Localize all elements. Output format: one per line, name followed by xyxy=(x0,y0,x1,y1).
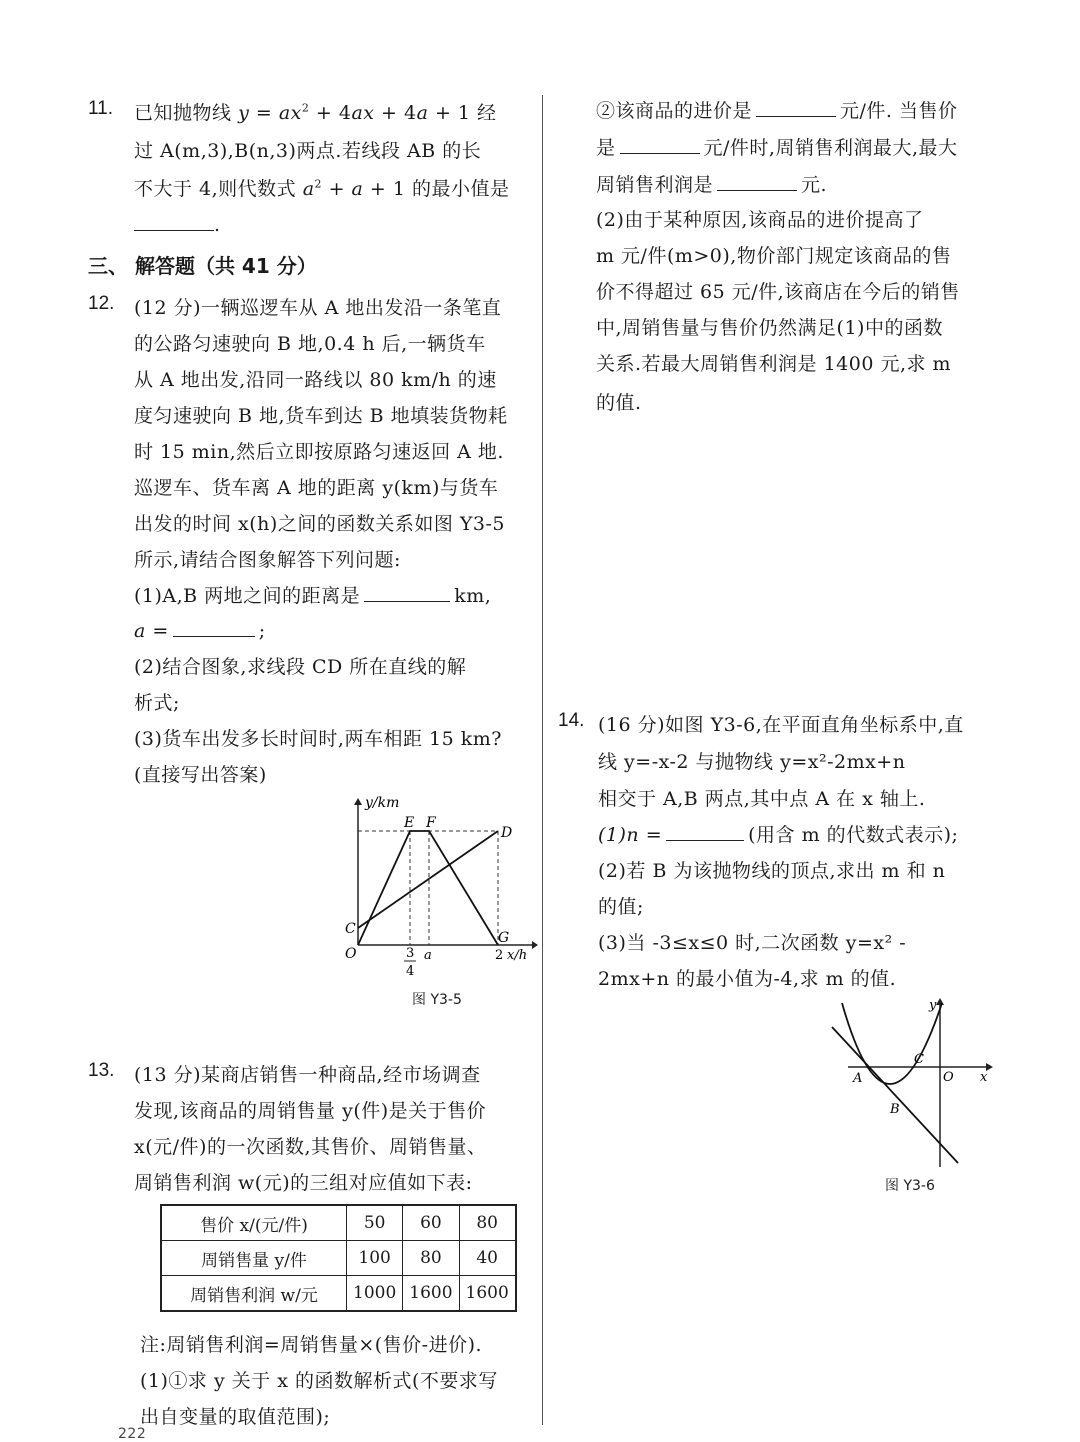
table-cell: 100 xyxy=(347,1241,403,1276)
q12-part-2b: 析式; xyxy=(134,692,180,714)
q13-line-2: 发现,该商品的周销售量 y(件)是关于售价 xyxy=(134,1100,487,1122)
table-row xyxy=(161,1276,516,1312)
q11-number: 11. xyxy=(88,98,114,119)
q13-part-1: (1)①求 y 关于 x 的函数解析式(不要求写 xyxy=(140,1370,498,1392)
q13-note: 注:周销售利润=周销售量×(售价-进价). xyxy=(140,1334,483,1356)
section-3-heading: 三、 解答题（共 41 分） xyxy=(88,254,317,278)
q13-part-1b: 出自变量的取值范围); xyxy=(140,1406,331,1428)
q12-line-2: 的公路匀速驶向 B 地,0.4 h 后,一辆货车 xyxy=(134,333,486,355)
q13-blank-cost[interactable] xyxy=(756,98,836,117)
patrol-path-cd xyxy=(358,831,498,928)
q14-part-3b: 2mx+n 的最小值为-4,求 m 的值. xyxy=(598,968,897,990)
q12-part-3: (3)货车出发多长时间时,两车相距 15 km? xyxy=(134,728,502,750)
q14-part-2b: 的值; xyxy=(598,896,644,918)
q14-line-2: 线 y=-x-2 与抛物线 y=x²-2mx+n xyxy=(598,751,906,773)
q13-line-3: x(元/件)的一次函数,其售价、周销售量、 xyxy=(134,1136,487,1158)
q12-line-4: 度匀速驶向 B 地,货车到达 B 地填装货物耗 xyxy=(134,405,508,427)
q13-line-1: (13 分)某商店销售一种商品,经市场调查 xyxy=(134,1064,481,1086)
table-row xyxy=(161,1241,516,1276)
q14-part-1: (1)n = (用含 m 的代数式表示); xyxy=(598,824,959,846)
column-divider xyxy=(542,95,543,1425)
table-cell: 1600 xyxy=(403,1276,459,1312)
x-axis-label: x xyxy=(980,1070,988,1085)
q12-part-2: (2)结合图象,求线段 CD 所在直线的解 xyxy=(134,656,467,678)
q13-part-1-2b: 是 元/件时,周销售利润最大,最大 xyxy=(596,137,958,159)
line-y-neg-x-minus-2 xyxy=(832,1027,958,1163)
q14-part-2: (2)若 B 为该抛物线的顶点,求出 m 和 n xyxy=(598,860,946,882)
y-axis-arrow xyxy=(354,798,362,805)
label-o: O xyxy=(943,1070,954,1085)
label-g: G xyxy=(498,930,510,946)
y-axis-label: y/km xyxy=(365,795,400,811)
q12-line-3: 从 A 地出发,沿同一路线以 80 km/h 的速 xyxy=(134,369,497,391)
q13-line-4: 周销售利润 w(元)的三组对应值如下表: xyxy=(134,1172,473,1194)
q14-number: 14. xyxy=(558,710,585,731)
label-a: a xyxy=(424,948,432,963)
q13-blank-profit[interactable] xyxy=(717,172,797,191)
label-2: 2 xyxy=(495,948,504,963)
q13-blank-price[interactable] xyxy=(620,135,700,154)
q13-part-2-line-6: 的值. xyxy=(596,392,642,414)
q14-line-3: 相交于 A,B 两点,其中点 A 在 x 轴上. xyxy=(598,788,926,810)
truck-path xyxy=(358,831,498,945)
label-a: A xyxy=(853,1071,863,1086)
table-header-cell: 售价 x/(元/件) xyxy=(161,1205,347,1241)
q12-number: 12. xyxy=(88,293,115,314)
figure-y3-6-caption: 图 Y3-6 xyxy=(885,1178,935,1194)
q12-line-8: 所示,请结合图象解答下列问题: xyxy=(134,549,401,571)
x-axis-label: x/h xyxy=(507,948,528,963)
page-number: 222 xyxy=(118,1426,147,1442)
q14-part-3: (3)当 -3≤x≤0 时,二次函数 y=x² - xyxy=(598,932,907,954)
y-axis-label: y xyxy=(929,998,937,1013)
q13-part-1-2c: 周销售利润是 元. xyxy=(596,174,828,196)
label-c: C xyxy=(345,921,356,937)
table-header-cell: 周销售量 y/件 xyxy=(161,1241,347,1276)
label-o: O xyxy=(345,946,357,962)
figure-y3-5 xyxy=(340,795,540,995)
label-b: B xyxy=(890,1102,900,1117)
q12-blank-distance[interactable] xyxy=(364,583,450,602)
q12-line-1: (12 分)一辆巡逻车从 A 地出发沿一条笔直 xyxy=(134,297,502,319)
q12-line-6: 巡逻车、货车离 A 地的距离 y(km)与货车 xyxy=(134,477,499,499)
q13-part-2-line-3: 价不得超过 65 元/件,该商店在今后的销售 xyxy=(596,281,960,303)
q12-line-7: 出发的时间 x(h)之间的函数关系如图 Y3-5 xyxy=(134,513,505,535)
q14-blank-n[interactable] xyxy=(666,822,744,841)
table-cell: 1000 xyxy=(347,1276,403,1312)
q11-blank[interactable] xyxy=(134,212,214,231)
q13-part-2-line-2: m 元/件(m>0),物价部门规定该商品的售 xyxy=(596,245,952,267)
q11-line-3: 不大于 4,则代数式 $a^2 + a + 1$ 的最小值是 xyxy=(134,177,510,200)
q13-number: 13. xyxy=(88,1060,115,1081)
table-cell: 40 xyxy=(459,1241,516,1276)
x-axis-arrow xyxy=(532,941,538,949)
label-d: D xyxy=(501,825,513,841)
q11-answer-line: . xyxy=(134,212,221,236)
q12-part-1: (1)A,B 两地之间的距离是 km, xyxy=(134,585,492,607)
table-cell: 1600 xyxy=(459,1276,516,1312)
q11-line-2: 过 A(m,3),B(n,3)两点.若线段 AB 的长 xyxy=(134,140,482,162)
q13-part-2-line-4: 中,周销售量与售价仍然满足(1)中的函数 xyxy=(596,317,943,339)
table-header-cell: 周销售利润 w/元 xyxy=(161,1276,347,1312)
q13-data-table xyxy=(160,1204,517,1312)
q11-line-1: 已知抛物线 $y = ax^2 + 4ax + 4a + 1$ 经 xyxy=(134,101,497,124)
table-cell: 80 xyxy=(459,1205,516,1241)
q12-blank-a[interactable] xyxy=(173,618,255,637)
frac-denominator: 4 xyxy=(406,964,415,979)
table-row xyxy=(161,1205,516,1241)
q13-part-2-line-1: (2)由于某种原因,该商品的进价提高了 xyxy=(596,209,924,231)
label-e: E xyxy=(404,815,415,831)
figure-y3-6 xyxy=(830,995,1000,1170)
table-cell: 60 xyxy=(403,1205,459,1241)
frac-numerator: 3 xyxy=(406,946,415,961)
table-cell: 50 xyxy=(347,1205,403,1241)
table-cell: 80 xyxy=(403,1241,459,1276)
label-c: C xyxy=(914,1052,924,1067)
label-f: F xyxy=(426,815,436,831)
q12-line-5: 时 15 min,然后立即按原路匀速返回 A 地. xyxy=(134,441,504,463)
q14-line-1: (16 分)如图 Y3-6,在平面直角坐标系中,直 xyxy=(598,714,964,736)
q12-part-1-a: a = ; xyxy=(134,620,266,642)
figure-y3-5-caption: 图 Y3-5 xyxy=(412,992,462,1008)
q13-part-2-line-5: 关系.若最大周销售利润是 1400 元,求 m xyxy=(596,353,952,375)
q12-part-3b: (直接写出答案) xyxy=(134,764,267,786)
y-axis-arrow xyxy=(936,998,944,1005)
q13-part-1-2: ②该商品的进价是 元/件. 当售价 xyxy=(596,100,958,122)
